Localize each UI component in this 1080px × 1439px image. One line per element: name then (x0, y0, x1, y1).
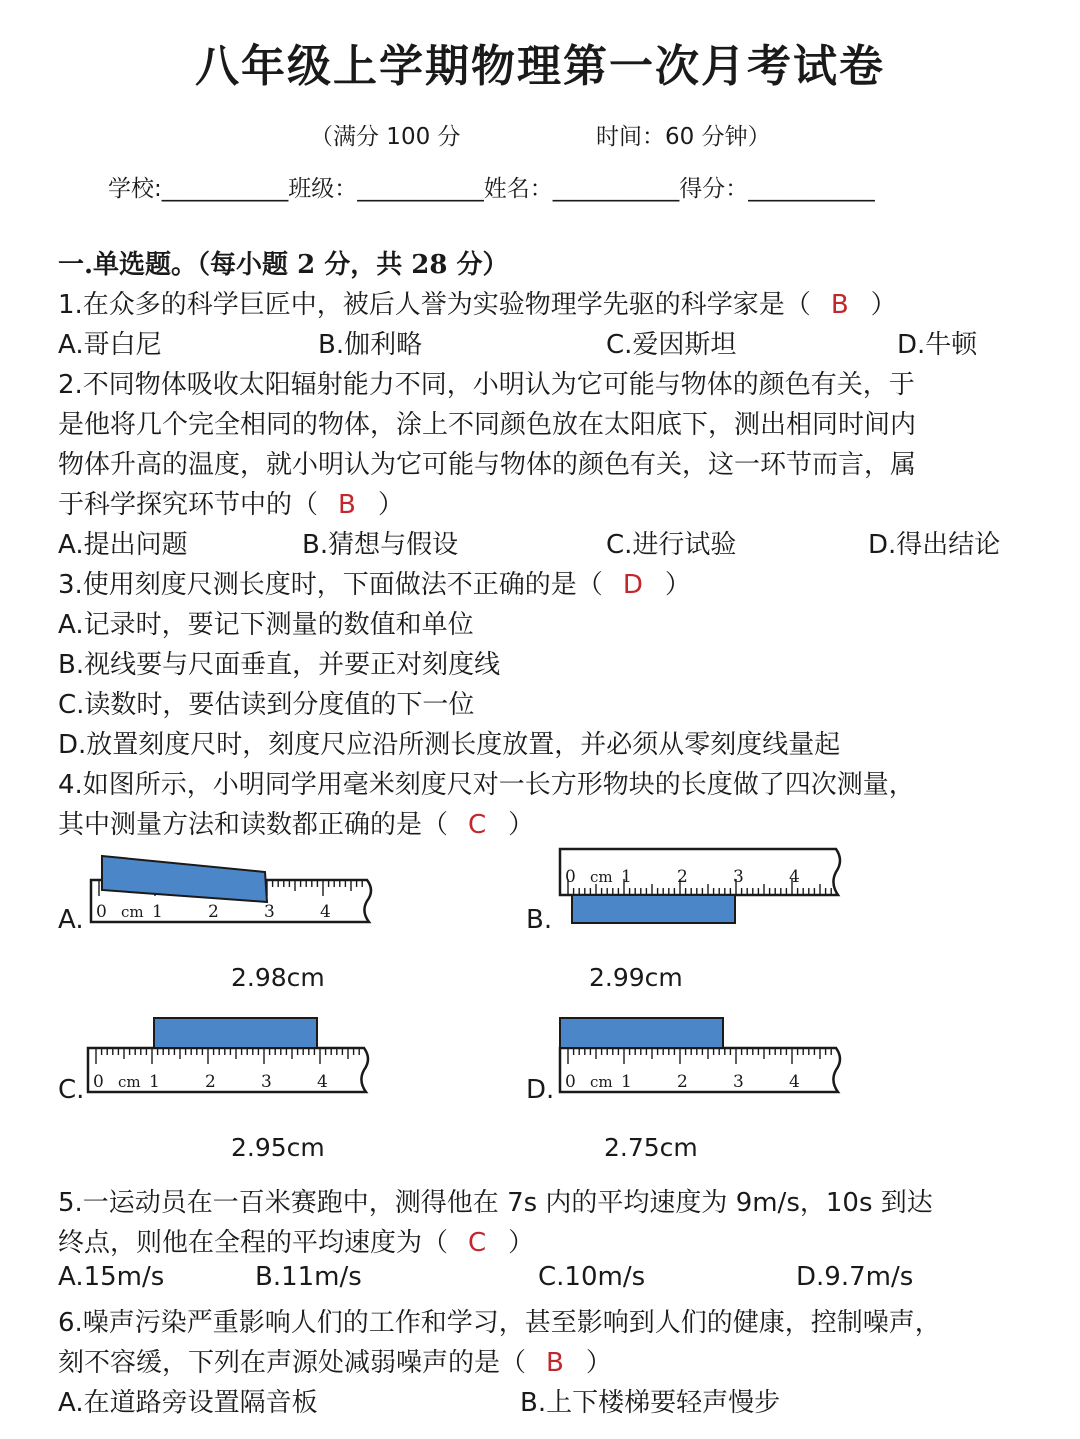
answer-mark: C (468, 1228, 487, 1258)
answer-mark: B (546, 1348, 564, 1378)
question-6-line-2 (58, 1342, 612, 1379)
ruler-number: 3 (733, 867, 744, 888)
ruler-number: 2 (677, 867, 688, 888)
page-title: 八年级上学期物理第一次月考试卷 (195, 41, 885, 92)
answer-mark: D (622, 570, 643, 600)
option-a: A.哥白尼 (58, 330, 162, 360)
ruler-number: 1 (621, 867, 632, 888)
option-b: B.上下楼梯要轻声慢步 (520, 1388, 781, 1418)
exam-time: 时间：60 分钟） (596, 124, 771, 150)
ruler-number: 2 (205, 1072, 216, 1092)
ruler-number: 1 (621, 1072, 632, 1092)
figure-c-ruler (84, 1015, 384, 1100)
figure-b-reading: 2.99cm (589, 963, 683, 992)
question-stem: 终点，则他在全程的平均速度为（ (58, 1228, 449, 1258)
question-2-line-4 (58, 484, 404, 521)
question-5-line-1: 5.一运动员在一百米赛跑中，测得他在 7s 内的平均速度为 9m/s，10s 到达 (58, 1188, 933, 1218)
figure-b-label: B. (526, 905, 553, 935)
ruler-number: 0 (565, 1072, 576, 1092)
ruler-number: 4 (317, 1072, 328, 1092)
measured-block (154, 1018, 317, 1048)
question-5-line-2 (58, 1222, 534, 1259)
option-b: B.猜想与假设 (302, 530, 459, 560)
option-a: A.提出问题 (58, 530, 188, 560)
bracket-close: ） (508, 1228, 535, 1258)
figure-d-label: D. (526, 1075, 555, 1105)
measured-block (572, 895, 735, 923)
option-a: A.在道路旁设置隔音板 (58, 1388, 318, 1418)
ruler-number: 4 (320, 902, 331, 922)
option-c: C.10m/s (538, 1262, 646, 1292)
ruler-number: 0 (93, 1072, 104, 1092)
ruler-number: 3 (264, 902, 275, 922)
question-4-line-1: 4.如图所示，小明同学用毫米刻度尺对一长方形物块的长度做了四次测量， (58, 770, 915, 800)
figure-a-ruler (88, 850, 388, 930)
ruler-number: 1 (149, 1072, 160, 1092)
ruler-number: 1 (152, 902, 163, 922)
question-3 (58, 564, 691, 601)
ruler-number: 2 (677, 1072, 688, 1092)
ruler-number: 0 (96, 902, 107, 922)
ruler-number: 3 (733, 1072, 744, 1092)
ruler-unit: cm (118, 1073, 141, 1091)
option-b: B.11m/s (255, 1262, 362, 1292)
bracket-close: ） (870, 290, 897, 320)
option-d: D.牛顿 (897, 330, 978, 360)
ruler-unit: cm (590, 1073, 613, 1091)
answer-mark: B (338, 490, 356, 520)
option-c: C.爱因斯坦 (606, 330, 737, 360)
option-a: A.记录时，要记下测量的数值和单位 (58, 610, 474, 640)
ruler-number: 2 (208, 902, 219, 922)
question-2-line-2: 是他将几个完全相同的物体，涂上不同颜色放在太阳底下，测出相同时间内 (58, 410, 917, 440)
question-2-line-3: 物体升高的温度，就小明认为它可能与物体的颜色有关，这一环节而言，属 (58, 450, 917, 480)
question-stem: 其中测量方法和读数都正确的是（ (58, 810, 449, 840)
answer-mark: B (830, 290, 849, 320)
figure-a-label: A. (58, 905, 84, 935)
option-d: D.9.7m/s (796, 1262, 914, 1292)
ruler-number: 0 (565, 867, 576, 888)
measured-block (560, 1018, 723, 1048)
student-info-fields: 学校:___________班级：___________姓名：___________得分：___________ (108, 176, 875, 202)
full-score: （满分 100 分 (310, 124, 461, 150)
option-b: B.伽利略 (318, 330, 423, 360)
option-c: C.进行试验 (606, 530, 737, 560)
option-a: A.15m/s (58, 1262, 165, 1292)
ruler-number: 4 (789, 1072, 800, 1092)
question-stem: 刻不容缓，下列在声源处减弱噪声的是（ (58, 1348, 527, 1378)
bracket-close: ） (377, 490, 404, 520)
bracket-close: ） (508, 810, 535, 840)
figure-c-label: C. (58, 1075, 85, 1105)
figure-a-reading: 2.98cm (231, 963, 325, 992)
ruler-number: 3 (261, 1072, 272, 1092)
question-stem: 1.在众多的科学巨匠中，被后人誉为实验物理学先驱的科学家是（ (58, 290, 811, 320)
bracket-close: ） (664, 570, 691, 600)
ruler-number: 4 (789, 867, 800, 888)
option-d: D.放置刻度尺时，刻度尺应沿所测长度放置，并必须从零刻度线量起 (58, 730, 841, 760)
question-4-line-2 (58, 804, 534, 841)
answer-mark: C (468, 810, 487, 840)
figure-d-ruler (556, 1015, 856, 1100)
figure-c-reading: 2.95cm (231, 1133, 325, 1162)
question-1 (58, 284, 897, 321)
figure-d-reading: 2.75cm (604, 1133, 698, 1162)
option-c: C.读数时，要估读到分度值的下一位 (58, 690, 475, 720)
bracket-close: ） (585, 1348, 612, 1378)
option-d: D.得出结论 (868, 530, 1001, 560)
option-b: B.视线要与尺面垂直，并要正对刻度线 (58, 650, 501, 680)
question-stem: 3.使用刻度尺测长度时，下面做法不正确的是（ (58, 570, 603, 600)
question-2-line-1: 2.不同物体吸收太阳辐射能力不同，小明认为它可能与物体的颜色有关，于 (58, 370, 915, 400)
section-heading: 一.单选题。（每小题 2 分，共 28 分） (58, 250, 509, 280)
question-6-line-1: 6.噪声污染严重影响人们的工作和学习，甚至影响到人们的健康，控制噪声， (58, 1308, 941, 1338)
figure-b-ruler (556, 845, 856, 930)
ruler-unit: cm (121, 903, 144, 921)
question-stem: 于科学探究环节中的（ (58, 490, 319, 520)
ruler-unit: cm (590, 868, 613, 887)
